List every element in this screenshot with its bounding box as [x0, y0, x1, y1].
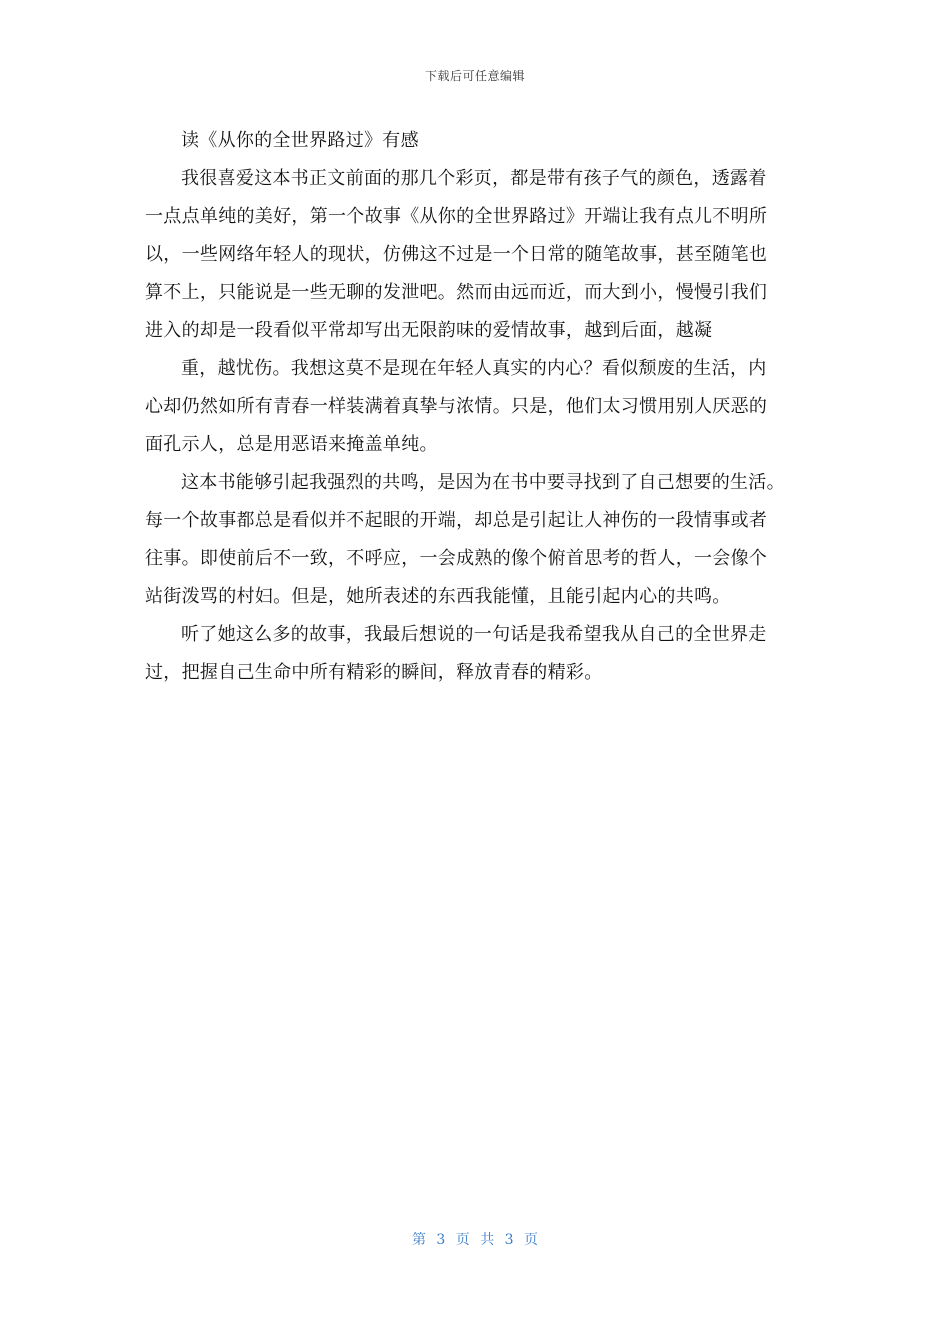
paragraph-line: 站街泼骂的村妇。但是，她所表述的东西我能懂，且能引起内心的共鸣。 [145, 586, 731, 607]
paragraph-line: 听了她这么多的故事，我最后想说的一句话是我希望我从自己的全世界走 [181, 624, 767, 645]
paragraph-line: 进入的却是一段看似平常却写出无限韵味的爱情故事，越到后面，越凝 [145, 320, 713, 341]
document-title: 读《从你的全世界路过》有感 [181, 130, 419, 151]
paragraph-line: 以，一些网络年轻人的现状，仿佛这不过是一个日常的随笔故事，甚至随笔也 [145, 244, 768, 265]
paragraph-line: 重，越忧伤。我想这莫不是现在年轻人真实的内心？看似颓废的生活，内 [181, 358, 767, 379]
paragraph-line: 算不上，只能说是一些无聊的发泄吧。然而由远而近，而大到小，慢慢引我们 [145, 282, 768, 303]
paragraph-line: 每一个故事都总是看似并不起眼的开端，却总是引起让人神伤的一段情事或者 [145, 510, 768, 531]
paragraph-line: 这本书能够引起我强烈的共鸣，是因为在书中要寻找到了自己想要的生活。 [181, 472, 785, 493]
page-number-footer: 第 3 页 共 3 页 [411, 1232, 539, 1248]
paragraph-line: 一点点单纯的美好，第一个故事《从你的全世界路过》开端让我有点儿不明所 [145, 206, 768, 227]
paragraph-line: 过，把握自己生命中所有精彩的瞬间，释放青春的精彩。 [145, 662, 603, 683]
paragraph-line: 往事。即使前后不一致，不呼应，一会成熟的像个俯首思考的哲人，一会像个 [145, 548, 768, 569]
page-header: 下载后可任意编辑 [424, 69, 525, 83]
paragraph-line: 我很喜爱这本书正文前面的那几个彩页，都是带有孩子气的颜色，透露着 [181, 168, 767, 189]
document-body [145, 122, 810, 692]
paragraph-line: 面孔示人，总是用恶语来掩盖单纯。 [145, 434, 438, 455]
paragraph-line: 心却仍然如所有青春一样装满着真挚与浓情。只是，他们太习惯用别人厌恶的 [145, 396, 768, 417]
